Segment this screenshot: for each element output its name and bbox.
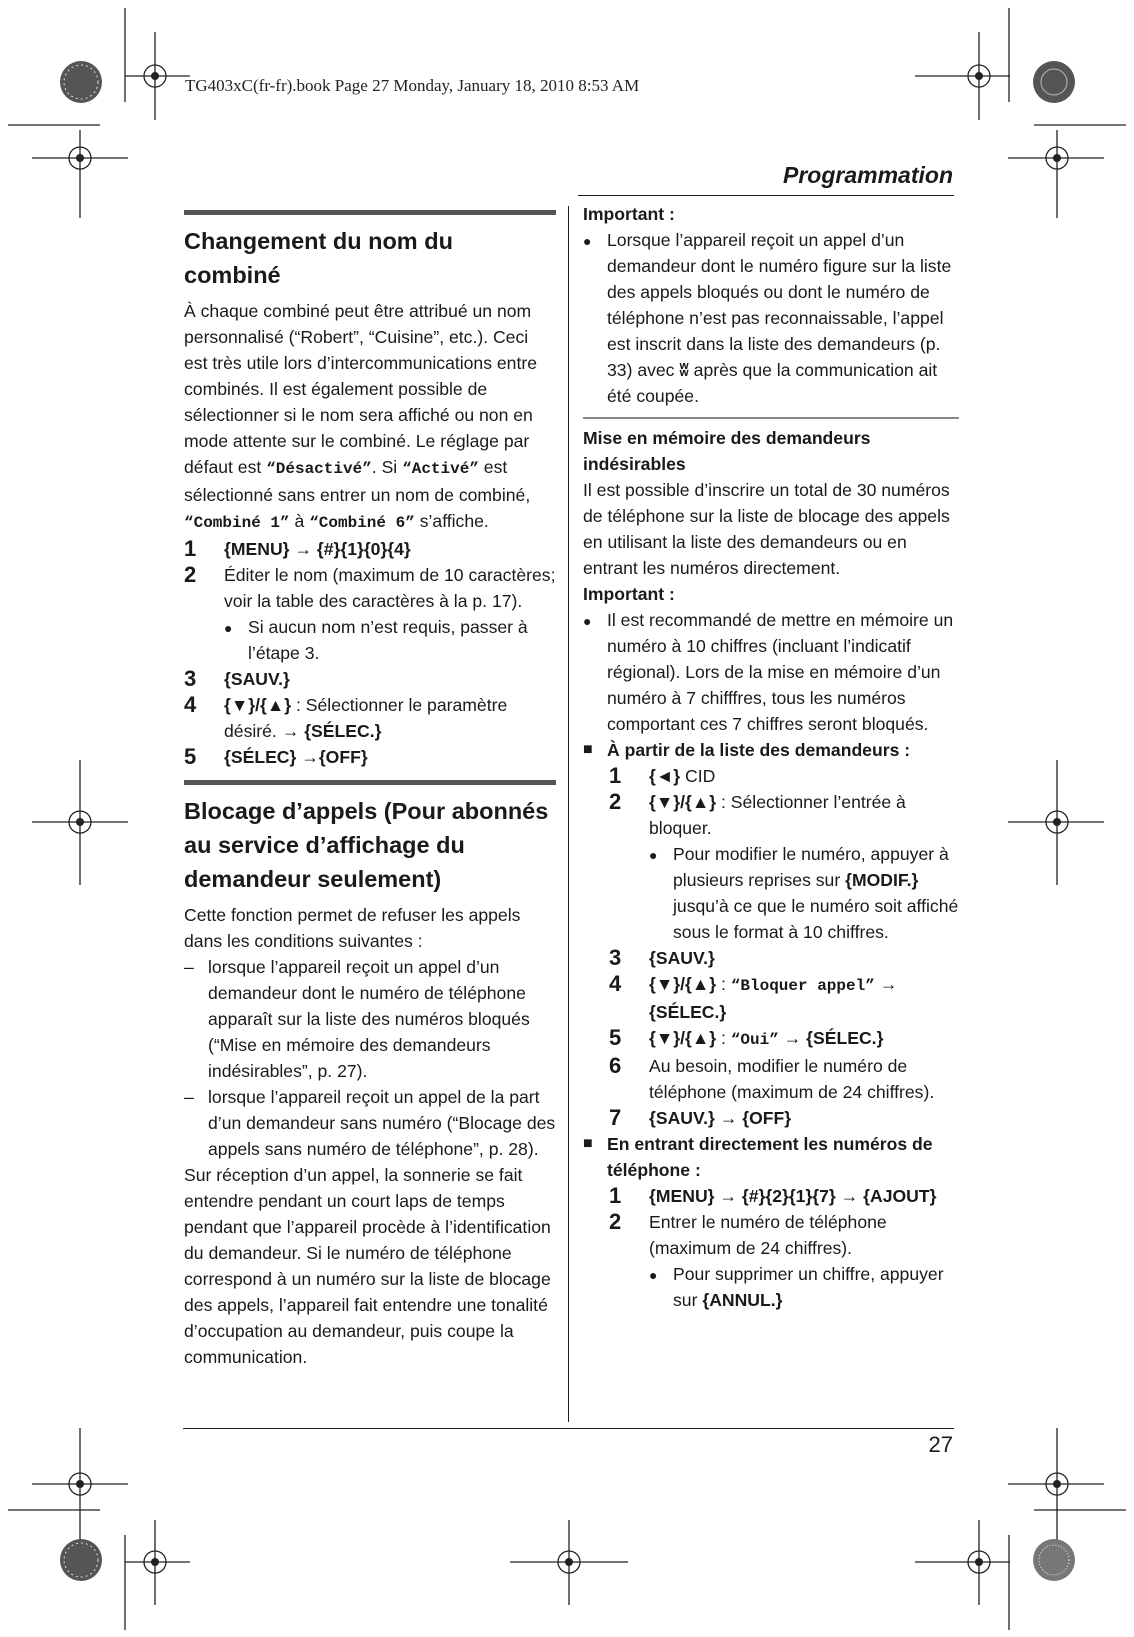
arrow-text: →	[874, 974, 898, 994]
step-text: : Sélectionner le paramètre désiré. →	[224, 695, 508, 741]
direct-step-2-bullet	[583, 1261, 959, 1313]
method-heading-direct-entry	[583, 1131, 959, 1183]
caller-list-step-7	[583, 1105, 959, 1131]
dash-icon: –	[184, 1087, 194, 1107]
step-text: {MENU} → {#}{2}{1}{7} → {AJOUT}	[649, 1186, 937, 1206]
step-number: 1	[609, 763, 622, 788]
important-heading: Important :	[583, 584, 675, 604]
step-number: 3	[184, 666, 197, 691]
step-text: {MENU} → {#}{1}{0}{4}	[224, 539, 411, 559]
caller-list-step-4	[583, 971, 959, 1025]
method-heading-caller-list	[583, 737, 959, 763]
section-bar	[184, 780, 556, 785]
step-number: 1	[609, 1183, 622, 1208]
section-title-rename-handset: Changement du nom du combiné	[184, 228, 453, 288]
step-4	[184, 692, 556, 744]
step-number: 5	[184, 744, 197, 769]
caller-list-step-6	[583, 1053, 959, 1105]
block-call-option: “Bloquer appel”	[730, 977, 875, 995]
direct-step-1	[583, 1183, 959, 1209]
step-text: {SAUV.}	[649, 948, 715, 968]
direct-step-2	[583, 1209, 959, 1261]
step-text: Entrer le numéro de téléphone (maximum de 24 chiffres).	[649, 1212, 887, 1258]
left-key: {◄}	[649, 766, 681, 786]
intro-text: à	[289, 511, 310, 531]
blocked-call-icon: ʬ	[679, 360, 689, 380]
bullet-icon: ●	[583, 613, 592, 629]
bullet-icon: ●	[649, 847, 658, 863]
step-text: Éditer le nom (maximum de 10 caractères; voir la table des caractères à la p. 17).	[224, 565, 556, 611]
dash-icon: –	[184, 957, 194, 977]
footer-rule	[183, 1428, 954, 1429]
step-2	[184, 562, 556, 614]
condition-2	[184, 1084, 556, 1162]
cancel-key: {ANNUL.}	[702, 1290, 783, 1310]
select-key: {SÉLEC.}	[304, 721, 382, 741]
condition-text: lorsque l’appareil reçoit un appel d’un demandeur dont le numéro de téléphone apparaît sur la liste des numéros bloqués (“Mise en mémoire des demandeurs indésirables”, p. 27).	[208, 957, 530, 1081]
bullet-text: Si aucun nom n’est requis, passer à l’étape 3.	[248, 617, 528, 663]
file-info-header: TG403xC(fr-fr).book Page 27 Monday, January 18, 2010 8:53 AM	[185, 76, 640, 95]
arrow-keys: {▼}/{▲}	[649, 974, 717, 994]
yes-option: “Oui”	[730, 1031, 779, 1049]
header-rule	[578, 195, 954, 196]
bullet-icon: ●	[649, 1267, 658, 1283]
caller-list-step-3	[583, 945, 959, 971]
square-bullet-icon: ■	[583, 741, 593, 758]
bullet-text: Pour modifier le numéro, appuyer à plusieurs reprises sur	[673, 844, 949, 890]
right-column	[583, 201, 959, 1313]
intro-text: est sélectionné sans entrer un nom de combiné,	[184, 457, 531, 505]
intro-paragraph	[184, 298, 556, 536]
arrow-keys: {▼}/{▲}	[224, 695, 292, 715]
subsection-title: Mise en mémoire des demandeurs indésirables	[583, 428, 871, 474]
condition-text: lorsque l’appareil reçoit un appel de la part d’un demandeur sans numéro (“Blocage des appels sans numéro de téléphone”, p. 28).	[208, 1087, 556, 1159]
intro-text: s’affiche.	[414, 511, 489, 531]
activated-value: “Activé”	[402, 460, 479, 478]
note-text: après que la communication ait été coupée.	[607, 360, 938, 406]
step-text: CID	[680, 766, 716, 786]
handset-6-name: “Combiné 6”	[309, 514, 415, 532]
call-block-body: Sur réception d’un appel, la sonnerie se fait entendre pendant un court laps de temps pendant que l’appareil procède à l’identification du demandeur. Si le numéro de téléphone correspond à un numéro sur la liste de blocage des appels, l’appareil fait entendre une tonalité d’occupation au demandeur, puis coupe la communication.	[184, 1165, 551, 1367]
step-number: 7	[609, 1105, 622, 1130]
square-bullet-icon: ■	[583, 1135, 593, 1152]
step-2-bullet	[184, 614, 556, 666]
handset-1-name: “Combiné 1”	[184, 514, 290, 532]
separator: :	[716, 974, 731, 994]
condition-1	[184, 954, 556, 1084]
section-label: Programmation	[783, 162, 953, 188]
note-text: Il est recommandé de mettre en mémoire un numéro à 10 chiffres (incluant l’indicatif régional). Lors de la mise en mémoire d’un numéro à 7 chifffres, tous les numéros comportant ces 7 chiffres seront bloqués.	[607, 610, 954, 734]
bullet-text: Pour supprimer un chiffre, appuyer sur	[673, 1264, 944, 1310]
step-text: Au besoin, modifier le numéro de téléphone (maximum de 24 chiffres).	[649, 1056, 935, 1102]
method-title: En entrant directement les numéros de téléphone :	[607, 1134, 933, 1180]
arrow-keys: {▼}/{▲}	[649, 1028, 717, 1048]
arrow-keys: {▼}/{▲}	[649, 792, 717, 812]
intro-text: À chaque combiné peut être attribué un nom personnalisé (“Robert”, “Cuisine”, etc.). Ceci est très utile lors d’intercommunications entre combinés. Il est également possible de sélectionner si le nom sera affiché ou non en mode attente sur le combiné. Le réglage par défaut est	[184, 301, 538, 477]
separator: :	[716, 1028, 731, 1048]
left-column	[184, 206, 556, 1370]
step-text: {SÉLEC} →{OFF}	[224, 747, 368, 767]
call-block-intro: Cette fonction permet de refuser les appels dans les conditions suivantes :	[184, 905, 521, 951]
intro-text: . Si	[371, 457, 403, 477]
important-note-1	[583, 227, 959, 409]
column-divider	[568, 206, 569, 1422]
subsection-rule	[583, 417, 959, 419]
bullet-icon: ●	[583, 233, 592, 249]
section-title-call-block: Blocage d’appels (Pour abonnés au service d’affichage du demandeur seulement)	[184, 798, 549, 892]
default-value: “Désactivé”	[266, 460, 372, 478]
page-number: 27	[928, 1432, 953, 1457]
bullet-text: jusqu’à ce que le numéro soit affiché sous le format à 10 chiffres.	[673, 896, 959, 942]
method-title: À partir de la liste des demandeurs :	[607, 740, 911, 760]
important-note-2	[583, 607, 959, 737]
step-1	[184, 536, 556, 562]
important-heading: Important :	[583, 204, 675, 224]
step-3	[184, 666, 556, 692]
step-number: 6	[609, 1053, 622, 1078]
caller-list-step-1	[583, 763, 959, 789]
bullet-icon: ●	[224, 620, 233, 636]
step-number: 1	[184, 536, 197, 561]
caller-list-step-2-bullet	[583, 841, 959, 945]
modify-key: {MODIF.}	[845, 870, 919, 890]
select-key: {SÉLEC.}	[806, 1028, 884, 1048]
caller-list-step-2	[583, 789, 959, 841]
step-number: 2	[609, 789, 622, 814]
step-5	[184, 744, 556, 770]
step-text: {SAUV.} → {OFF}	[649, 1108, 792, 1128]
step-number: 2	[184, 562, 197, 587]
select-key: {SÉLEC.}	[649, 1002, 727, 1022]
step-text: : Sélectionner l’entrée à bloquer.	[649, 792, 906, 838]
storage-paragraph: Il est possible d’inscrire un total de 30 numéros de téléphone sur la liste de blocage des appels en utilisant la liste des demandeurs ou en entrant les numéros directement.	[583, 480, 950, 578]
step-number: 5	[609, 1025, 622, 1050]
step-number: 3	[609, 945, 622, 970]
step-text: {SAUV.}	[224, 669, 290, 689]
step-number: 4	[609, 971, 622, 996]
step-number: 4	[184, 692, 197, 717]
arrow-text: →	[778, 1028, 807, 1048]
caller-list-step-5	[583, 1025, 959, 1053]
note-text: Lorsque l’appareil reçoit un appel d’un demandeur dont le numéro figure sur la liste des appels bloqués ou dont le numéro de téléphone n’est pas reconnaissable, l’appel est inscrit dans la liste des demandeurs (p. 33) avec	[607, 230, 952, 380]
step-number: 2	[609, 1209, 622, 1234]
section-bar	[184, 210, 556, 215]
